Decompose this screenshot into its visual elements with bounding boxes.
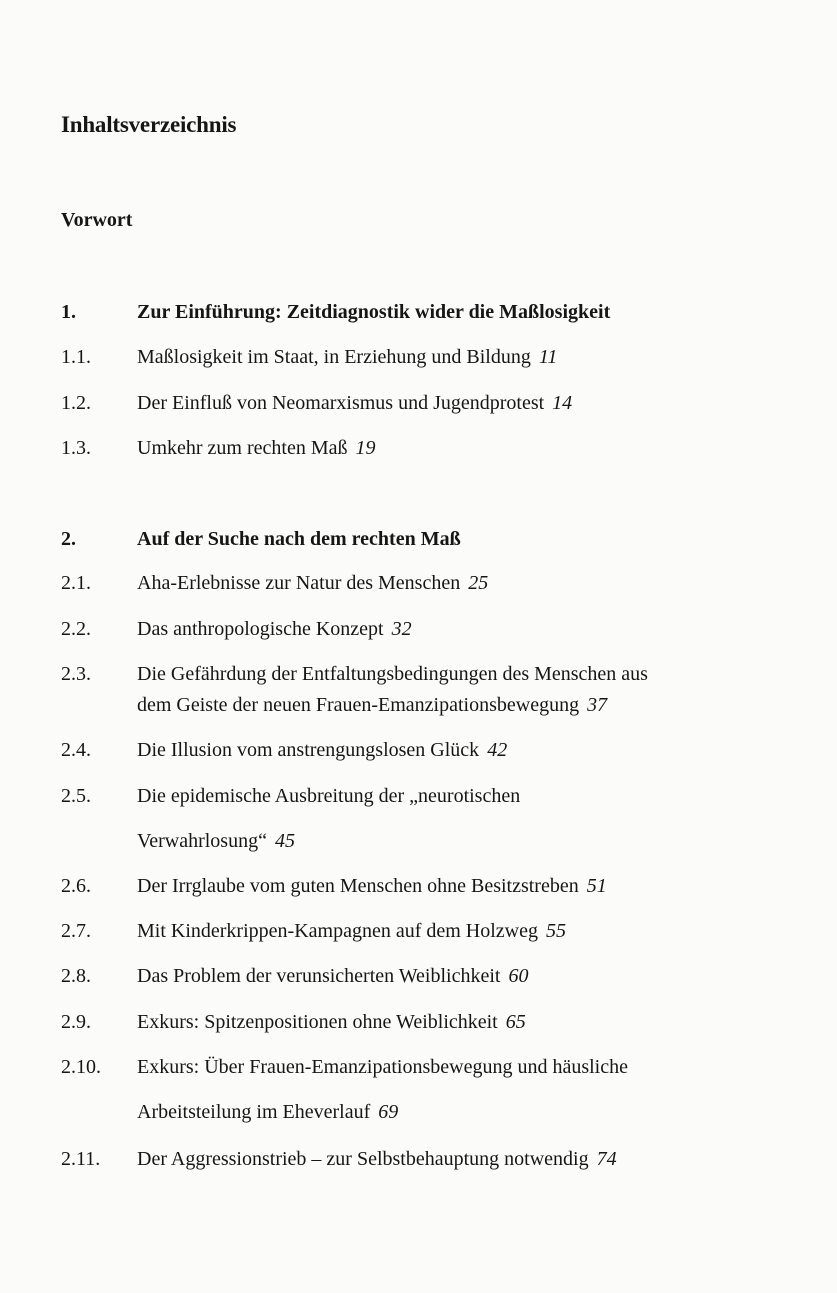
section-title-line-2: dem Geiste der neuen Frauen-Emanzipationsbewegung bbox=[137, 694, 580, 716]
page-number: 42 bbox=[487, 739, 508, 761]
page-number: 11 bbox=[538, 346, 558, 368]
page-number: 65 bbox=[505, 1011, 526, 1033]
section-title: Die Illusion vom anstrengungslosen Glück bbox=[137, 739, 480, 761]
section-title-line-1: Die Gefährdung der Entfaltungsbedingungen des Menschen aus bbox=[137, 663, 648, 685]
section-title: Das Problem der verunsicherten Weiblichkeit bbox=[137, 965, 501, 987]
page-number: 60 bbox=[508, 965, 529, 987]
section-number: 2.5. bbox=[61, 785, 91, 807]
section-title: Das anthropologische Konzept bbox=[137, 618, 384, 640]
section-number: 2.3. bbox=[61, 663, 91, 685]
page-number: 25 bbox=[468, 572, 489, 594]
section-number: 1.2. bbox=[61, 392, 91, 414]
chapter-title: Zur Einführung: Zeitdiagnostik wider die Maßlosigkeit bbox=[137, 301, 611, 323]
page-number: 51 bbox=[586, 875, 607, 897]
section-title: Mit Kinderkrippen-Kampagnen auf dem Holzweg bbox=[137, 920, 538, 942]
toc-heading: Inhaltsverzeichnis bbox=[61, 112, 237, 137]
section-number: 2.10. bbox=[61, 1056, 101, 1078]
page-number: 19 bbox=[355, 437, 376, 459]
page-number: 32 bbox=[391, 618, 412, 640]
page-number: 69 bbox=[378, 1101, 399, 1123]
page-number: 55 bbox=[546, 920, 566, 942]
section-number: 1.3. bbox=[61, 437, 91, 459]
section-number: 2.9. bbox=[61, 1011, 91, 1033]
section-title-line-1: Exkurs: Über Frauen-Emanzipationsbewegung und häusliche bbox=[137, 1056, 628, 1078]
section-title-line-2: Arbeitsteilung im Eheverlauf bbox=[137, 1101, 371, 1123]
section-title: Der Irrglaube vom guten Menschen ohne Besitzstreben bbox=[137, 875, 579, 897]
section-title: Maßlosigkeit im Staat, in Erziehung und Bildung bbox=[137, 346, 531, 368]
section-title: Aha-Erlebnisse zur Natur des Menschen bbox=[137, 572, 461, 594]
page-number: 14 bbox=[552, 392, 573, 414]
section-title: Exkurs: Spitzenpositionen ohne Weiblichkeit bbox=[137, 1011, 498, 1033]
section-number: 2.11. bbox=[61, 1148, 101, 1170]
chapter-title: Auf der Suche nach dem rechten Maß bbox=[137, 528, 461, 550]
section-number: 2.1. bbox=[61, 572, 91, 594]
section-number: 2.8. bbox=[61, 965, 91, 987]
section-number: 2.2. bbox=[61, 618, 91, 640]
chapter-number: 1. bbox=[61, 301, 76, 323]
section-title: Der Aggressionstrieb – zur Selbstbehauptung notwendig bbox=[137, 1148, 589, 1170]
section-number: 1.1. bbox=[61, 346, 91, 368]
toc-vorwort: Vorwort bbox=[61, 209, 133, 231]
section-number: 2.7. bbox=[61, 920, 91, 942]
section-number: 2.6. bbox=[61, 875, 91, 897]
section-title-line-2: Verwahrlosung“ bbox=[137, 830, 267, 852]
page-number: 74 bbox=[596, 1148, 617, 1170]
section-title: Der Einfluß von Neomarxismus und Jugendprotest bbox=[137, 392, 545, 414]
chapter-number: 2. bbox=[61, 528, 76, 550]
section-title: Umkehr zum rechten Maß bbox=[137, 437, 348, 459]
section-number: 2.4. bbox=[61, 739, 91, 761]
page-number: 37 bbox=[587, 694, 608, 716]
section-title-line-1: Die epidemische Ausbreitung der „neurotischen bbox=[137, 785, 521, 807]
page-number: 45 bbox=[274, 830, 295, 852]
